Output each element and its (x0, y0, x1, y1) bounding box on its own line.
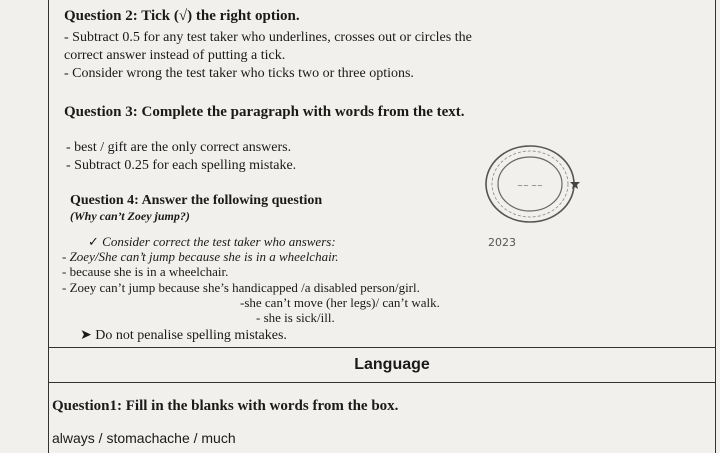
question-2-line-3: - Consider wrong the test taker who ticks two or three options. (64, 66, 414, 81)
question-1-heading: Question1: Fill in the blanks with words from the box. (52, 398, 399, 414)
question-1-box-words: always / stomachache / much (52, 430, 236, 446)
question-4-answer-5: - she is sick/ill. (256, 310, 335, 325)
arrow-bullet-icon: ➤ (80, 328, 92, 343)
q4-note-row (80, 327, 287, 344)
q4-intro-row (88, 234, 336, 250)
question-4-answer-4: -she can’t move (her legs)/ can’t walk. (240, 295, 440, 310)
question-2-heading: Question 2: Tick (√) the right option. (64, 8, 300, 24)
question-4-subheading: (Why can’t Zoey jump?) (70, 209, 190, 223)
question-3-line-2: - Subtract 0.25 for each spelling mistake. (66, 158, 297, 173)
question-4-intro: Consider correct the test taker who answers: (102, 234, 336, 249)
question-4-note: Do not penalise spelling mistakes. (95, 328, 287, 343)
question-3-heading: Question 3: Complete the paragraph with words from the text. (64, 104, 465, 120)
question-4-answer-3: - Zoey can’t jump because she’s handicapped /a disabled person/girl. (62, 280, 420, 295)
question-4-answer-1: - Zoey/She can’t jump because she is in a wheelchair. (62, 249, 339, 264)
check-mark-icon: ✓ (88, 234, 99, 249)
question-3-line-1: - best / gift are the only correct answers. (66, 140, 292, 155)
stamp-date: 2023 (488, 236, 516, 249)
question-2-line-2: correct answer instead of putting a tick. (64, 48, 286, 63)
svg-text:~~ ~~: ~~ ~~ (517, 182, 543, 190)
question-4-heading: Question 4: Answer the following question (70, 193, 323, 208)
language-label: Language (354, 356, 430, 373)
language-section-header (48, 347, 716, 383)
question-2-line-1: - Subtract 0.5 for any test taker who underlines, crosses out or circles the (64, 30, 472, 45)
official-seal-stamp-icon (478, 138, 588, 230)
question-4-answer-2: - because she is in a wheelchair. (62, 264, 229, 279)
